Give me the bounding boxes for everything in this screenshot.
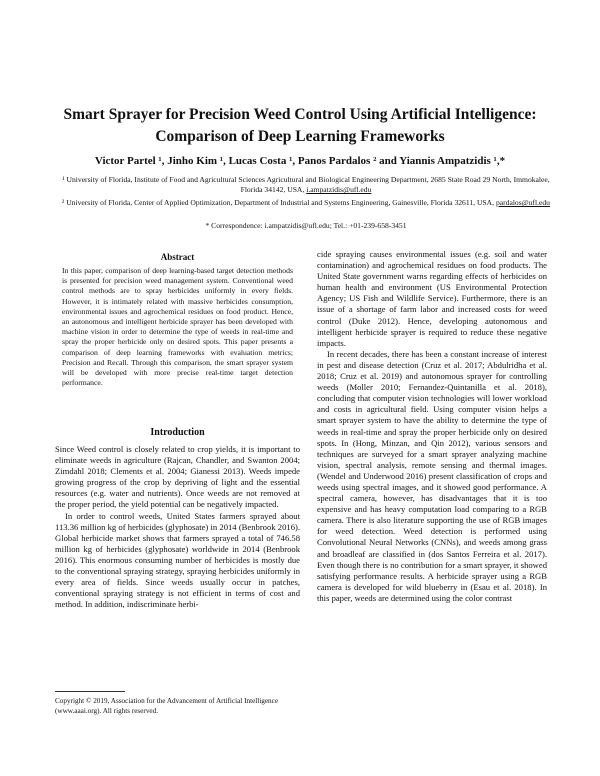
abstract-text: In this paper, comparison of deep learning-based target detection methods is presented for precision weed management system. Conventional weed control methods are to spray herbicides uniformly in every fields. However, it is intimately related with massive herbicides consumption, environmental issues and agrochemical residues on food product. Hence, an autonomous and intelligent herbicide sprayer has been developed with machine vision in order to determine the type of weeds in real-time and spray the proper herbicide only on desired spots. This paper presents a comparison of deep learning frameworks with evaluation metrics; Precision and Recall. Through this comparison, the smart sprayer system will be developed with more precise real-time target detection performance.	[62, 266, 293, 388]
affiliation-2-email-link[interactable]: pardalos@ufl.edu	[495, 198, 550, 207]
correspondence-note: * Correspondence: i.ampatzidis@ufl.edu; Tel.: +01-239-658-3451	[205, 221, 407, 230]
paper-title: Smart Sprayer for Precision Weed Control Using Artificial Intelligence: Comparison of Deep Learning Frameworks	[63, 106, 537, 145]
author-list: Victor Partel ¹, Jinho Kim ¹, Lucas Costa ¹, Panos Pardalos ² and Yiannis Ampatzidis ¹,*	[94, 155, 506, 167]
affiliation-1	[56, 175, 556, 196]
left-column-body	[55, 444, 300, 610]
affiliation-1-email-link[interactable]: i.ampatzidis@ufl.edu	[306, 185, 372, 195]
right-paragraph-1: cide spraying causes environmental issues (e.g. soil and water contamination) and agrochemical residues on food products. The United State government warns regarding effects of herbicides on human health and environment (US Environmental Protection Agency; US Fish and Wildlife Service). Furthermore, there is an issue of a shortage of farm labor and increased costs for weed control (Duke 2012). Hence, developing autonomous and intelligent herbicide sprayer is required to reduce these negative impacts.	[317, 249, 547, 348]
right-paragraph-2: In recent decades, there has been a constant increase of interest in pest and disease detection (Cruz et al. 2017; Abdulridha et al. 2018; Cruz et al. 2019) and autonomous sprayer for controlling weeds (Moller 2010; Fernandez-Quintanilla et al. 2018), concluding that computer vision technologies will lower workload and costs in agricultural field. Using computer vision helps a smart sprayer system to have the ability to determine the type of weeds in real-time and spray the proper herbicide only on desired spots. In (Hong, Minzan, and Qin 2012), various sensors and techniques are surveyed for a smart sprayer analyzing machine vision, spectral analysis, remote sensing and thermal images. (Wendel and Underwood 2016) present classification of crops and weeds using spectral images, and it showed good performance. A spectral camera, however, has disadvantages that it is too expensive and has heavy computation load comparing to a RGB camera. There is also literature supporting the use of RGB images for weed detection. Weed detection is performed using Convolutional Neural Networks (CNNs), and weeds among grass and broadleaf are classified in (dos Santos Ferreira et al. 2017). Even though there is no contribution for a smart sprayer, it showed satisfying performance results. A herbicide sprayer using a RGB camera is developed for wild blueberry in (Esau et al. 2018). In this paper, weeds are determined using the color contrast	[317, 348, 547, 603]
footnote-divider	[55, 691, 125, 692]
introduction-heading: Introduction	[150, 427, 205, 438]
copyright-notice: Copyright © 2019, Association for the Advancement of Artificial Intelligence (www.aaai.org). All rights reserved.	[55, 697, 279, 715]
affiliation-2-text: ² University of Florida, Center of Applied Optimization, Department of Industrial and Systems Engineering, Gainesville, Florida 32611, USA,	[62, 198, 496, 207]
abstract-heading: Abstract	[160, 252, 195, 262]
affiliation-2	[56, 198, 556, 208]
affiliation-1-text: ¹ University of Florida, Institute of Food and Agricultural Sciences Agricultural and Biological Engineering Department, 2685 State Road 29 North, Immokalee, Florida 34142, USA,	[62, 175, 550, 195]
intro-paragraph-2: In order to control weeds, United States farmers sprayed about 113.36 million kg of herbicides (glyphosate) in 2014 (Benbrook 2016). Global herbicide market shows that farmers sprayed a total of 746.58 million kg of herbicides (glyphosate) worldwide in 2014 (Benbrook 2016). This enormous consuming number of herbicides is mostly due to the conventional spraying strategy, spraying herbicides uniformly in every area of fields. Since weeds usually occur in patches, conventional spraying strategy is not efficient in terms of cost and method. In addition, indiscriminate herbi-	[55, 510, 300, 610]
intro-paragraph-1: Since Weed control is closely related to crop yields, it is important to eliminate weeds in agriculture (Rajcan, Chandler, and Swanton 2004; Zimdahl 2018; Clements et al. 2004; Gianessi 2013). Weeds impede growing progress of the crop by depriving of light and the essential resources (e.g. water and nutrients). Once weeds are not removed at the proper period, the yield potential can be negatively impacted.	[55, 444, 300, 510]
right-column-body	[317, 249, 547, 604]
